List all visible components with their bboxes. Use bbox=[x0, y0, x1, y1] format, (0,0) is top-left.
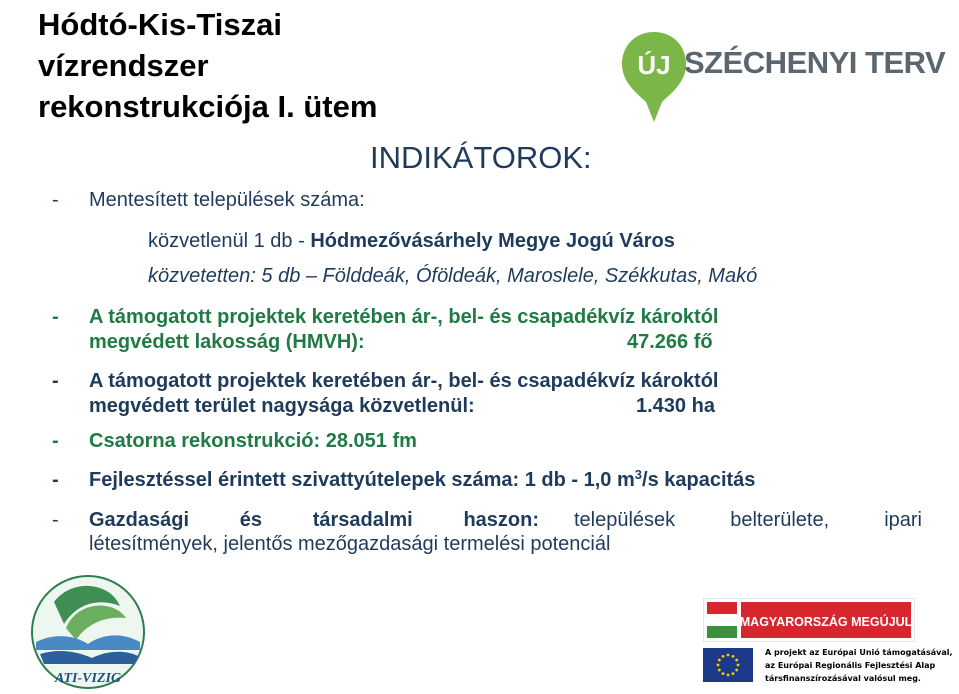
lakossag-line-1: A támogatott projektek keretében ár-, bel- és csapadékvíz károktól bbox=[89, 306, 719, 328]
bullet-dash: - bbox=[52, 189, 59, 211]
mentesitett-direct bbox=[148, 230, 675, 253]
eu-star-icon bbox=[718, 669, 721, 672]
haszon-label: Gazdasági és társadalmi haszon: bbox=[89, 509, 539, 531]
list-item-terulet bbox=[0, 370, 959, 394]
bullet-dash: - bbox=[52, 370, 59, 392]
magyarorszag-megujul-text: MAGYARORSZÁG MEGÚJUL bbox=[739, 615, 913, 629]
eu-funding-block bbox=[703, 646, 953, 692]
title-line-1: Hódtó-Kis-Tiszai bbox=[38, 7, 282, 42]
lakossag-line-2: megvédett lakosság (HMVH): bbox=[89, 331, 365, 353]
csatorna-text: Csatorna rekonstrukció: 28.051 fm bbox=[89, 430, 417, 452]
eu-star-icon bbox=[727, 654, 730, 657]
bullet-dash: - bbox=[52, 306, 59, 328]
eu-star-icon bbox=[737, 664, 740, 667]
list-item-lakossag bbox=[0, 306, 959, 330]
szivattyu-sup: 3 bbox=[634, 467, 643, 482]
szivattyu-text-b: /s kapacitás bbox=[642, 469, 756, 491]
bullet-dash: - bbox=[52, 509, 59, 531]
terulet-line-1: A támogatott projektek keretében ár-, bel- és csapadékvíz károktól bbox=[89, 370, 719, 392]
ati-vizig-text: ATI-VIZIG bbox=[54, 671, 122, 686]
page-title bbox=[38, 4, 518, 127]
mentesitett-direct-town: Hódmezővásárhely Megye Jogú Város bbox=[310, 230, 675, 252]
eu-star-icon bbox=[732, 672, 735, 675]
flag-white-stripe bbox=[707, 614, 737, 626]
list-item-mentesitett bbox=[0, 189, 959, 213]
szechenyi-logo-text: SZÉCHENYI TERV bbox=[684, 45, 946, 80]
title-line-3: rekonstrukciója I. ütem bbox=[38, 89, 378, 124]
haszon-line-2: létesítmények, jelentős mezőgazdasági termelési potenciál bbox=[89, 533, 611, 555]
list-item-csatorna bbox=[0, 430, 959, 454]
eu-star-icon bbox=[722, 655, 725, 658]
eu-star-icon bbox=[718, 659, 721, 662]
szivattyu-text bbox=[89, 469, 755, 492]
title-line-2: vízrendszer bbox=[38, 48, 209, 83]
szivattyu-text-a: Fejlesztéssel érintett szivattyútelepek száma: 1 db - 1,0 m bbox=[89, 469, 635, 491]
lakossag-value: 47.266 fő bbox=[627, 331, 713, 353]
szechenyi-badge-text: ÚJ bbox=[637, 50, 671, 80]
eu-flag-icon bbox=[703, 648, 753, 682]
eu-star-icon bbox=[732, 655, 735, 658]
list-item-szivattyu bbox=[0, 469, 959, 495]
eu-text-line-1: A projekt az Európai Unió támogatásával, bbox=[765, 648, 953, 657]
mentesitett-indirect: közvetetten: 5 db – Földdeák, Óföldeák, Maroslele, Székkutas, Makó bbox=[148, 265, 758, 287]
eu-star-icon bbox=[722, 672, 725, 675]
flag-green-stripe bbox=[707, 626, 737, 638]
eu-text-line-2: az Európai Regionális Fejlesztési Alap bbox=[765, 661, 936, 670]
mentesitett-label: Mentesített települések száma: bbox=[89, 189, 365, 211]
eu-star-icon bbox=[717, 664, 720, 667]
terulet-value: 1.430 ha bbox=[636, 395, 715, 417]
list-item-haszon bbox=[0, 509, 959, 533]
bullet-dash: - bbox=[52, 430, 59, 452]
terulet-line-2: megvédett terület nagysága közvetlenül: bbox=[89, 395, 475, 417]
eu-text-line-3: társfinanszírozásával valósul meg. bbox=[765, 674, 921, 683]
haszon-line-1-rest: települések belterülete, ipari bbox=[574, 509, 922, 531]
bullet-dash: - bbox=[52, 469, 59, 491]
magyarorszag-megujul-badge bbox=[703, 598, 915, 642]
eu-star-icon bbox=[735, 659, 738, 662]
ati-vizig-logo bbox=[22, 572, 154, 692]
eu-star-icon bbox=[735, 669, 738, 672]
eu-star-icon bbox=[727, 674, 730, 677]
flag-red-stripe bbox=[707, 602, 737, 614]
mentesitett-direct-prefix: közvetlenül 1 db - bbox=[148, 230, 311, 252]
indicators-heading: INDIKÁTOROK: bbox=[370, 140, 592, 175]
